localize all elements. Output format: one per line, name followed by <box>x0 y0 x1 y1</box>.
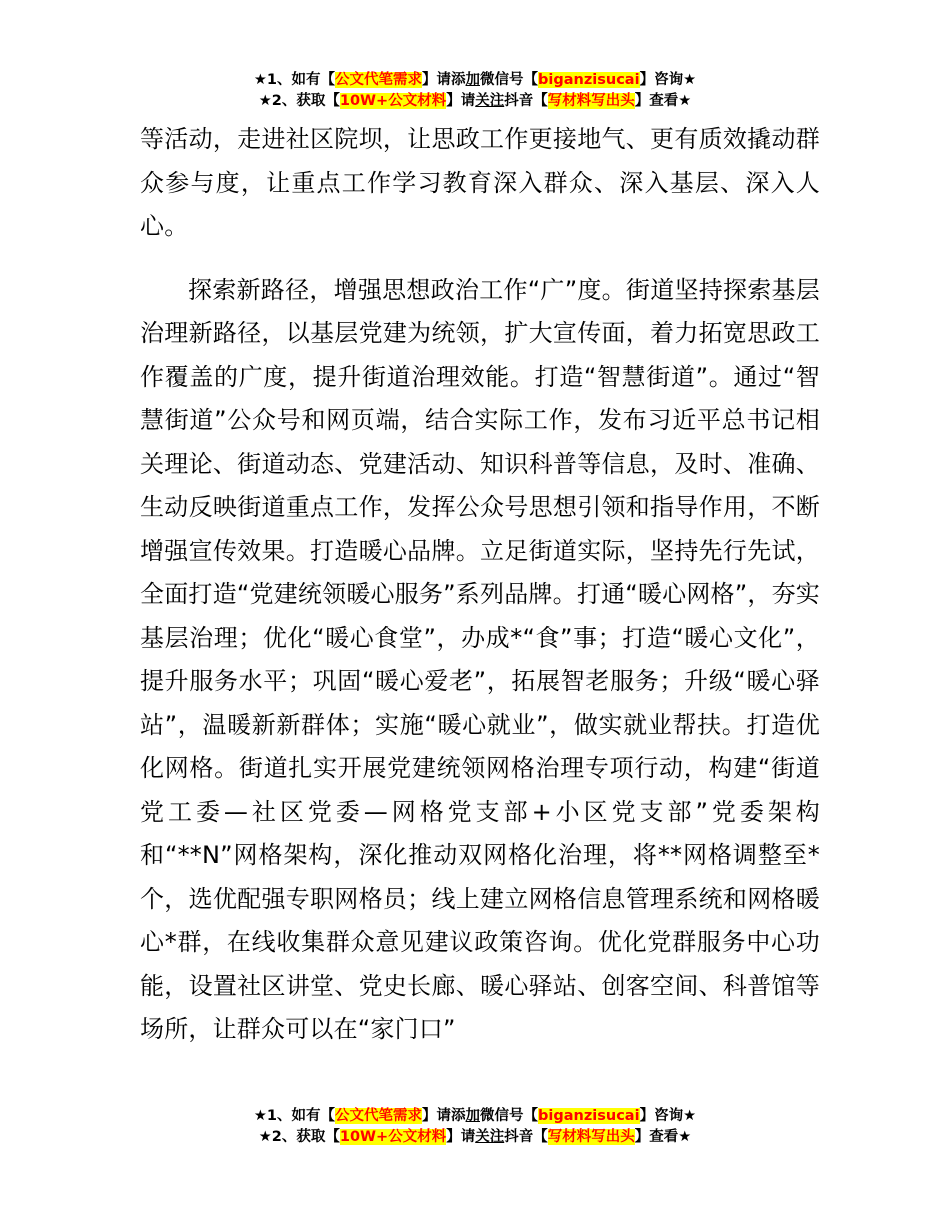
banner-line-2 <box>0 1127 950 1148</box>
banner-line-1 <box>0 1106 950 1127</box>
banner-highlight: 公文代笔需求 <box>335 1108 423 1124</box>
banner-text: 微信号【 <box>480 1108 539 1124</box>
banner-highlight: 10W+公文材料 <box>339 1129 447 1145</box>
banner-text: 】请 <box>446 93 476 109</box>
banner-text: 】咨询★ <box>639 72 697 88</box>
banner-text: 】咨询★ <box>639 1108 697 1124</box>
paragraph: 探索新路径，增强思想政治工作“广”度。街道坚持探索基层治理新路径，以基层党建为统领，扩大宣传面，着力拓宽思政工作覆盖的广度，提升街道治理效能。打造“智慧街道”。通过“智慧街道”公众号和网页端，结合实际工作，发布习近平总书记相关理论、街道动态、党建活动、知识科普等信息，及时、准确、生动反映街道重点工作，发挥公众号思想引领和指导作用，不断增强宣传效果。打造暖心品牌。立足街道实际，坚持先行先试，全面打造“党建统领暖心服务”系列品牌。打通“暖心网格”，夯实基层治理；优化“暖心食堂”，办成*“食”事；打造“暖心文化”，提升服务水平；巩固“暖心爱老”，拓展智老服务；升级“暖心驿站”，温暖新新群体；实施“暖心就业”，做实就业帮扶。打造优化网格。街道扎实开展党建统领网格治理专项行动，构建“街道党工委—社区党委—网格党支部+小区党支部”党委架构和“**N”网格架构，深化推动双网格化治理，将**网格调整至*个，选优配强专职网格员；线上建立网格信息管理系统和网格暖心*群，在线收集群众意见建议政策咨询。优化党群服务中心功能，设置社区讲堂、党史长廊、暖心驿站、创客空间、科普馆等场所，让群众可以在“家门口” <box>140 275 820 1043</box>
header-banner <box>0 70 950 112</box>
banner-underline: 加 <box>465 72 481 88</box>
banner-line-2 <box>0 91 950 112</box>
paragraph: 等活动，走进社区院坝，让思政工作更接地气、更有质效撬动群众参与度，让重点工作学习教育深入群众、深入基层、深入人心。 <box>140 125 820 240</box>
banner-underline: 关注 <box>475 1129 505 1145</box>
banner-highlight: biganzisucai <box>538 1108 640 1124</box>
banner-underline: 加 <box>465 1108 481 1124</box>
banner-highlight: 公文代笔需求 <box>335 72 423 88</box>
banner-highlight: 写材料写出头 <box>547 1129 635 1145</box>
banner-text: 抖音【 <box>504 1129 548 1145</box>
banner-text: 】请添 <box>422 72 466 88</box>
banner-highlight: biganzisucai <box>538 72 640 88</box>
banner-text: 】查看★ <box>634 1129 692 1145</box>
banner-text: 抖音【 <box>504 93 548 109</box>
footer-banner <box>0 1106 950 1148</box>
banner-text: 】请 <box>446 1129 476 1145</box>
banner-text: 微信号【 <box>480 72 539 88</box>
banner-highlight: 10W+公文材料 <box>339 93 447 109</box>
banner-text: ★1、如有【 <box>253 72 336 88</box>
banner-text: ★2、获取【 <box>258 93 340 109</box>
banner-line-1 <box>0 70 950 91</box>
banner-text: ★1、如有【 <box>253 1108 336 1124</box>
banner-text: 】请添 <box>422 1108 466 1124</box>
banner-text: ★2、获取【 <box>258 1129 340 1145</box>
banner-highlight: 写材料写出头 <box>547 93 635 109</box>
document-body <box>140 118 820 1052</box>
banner-underline: 关注 <box>475 93 505 109</box>
banner-text: 】查看★ <box>634 93 692 109</box>
